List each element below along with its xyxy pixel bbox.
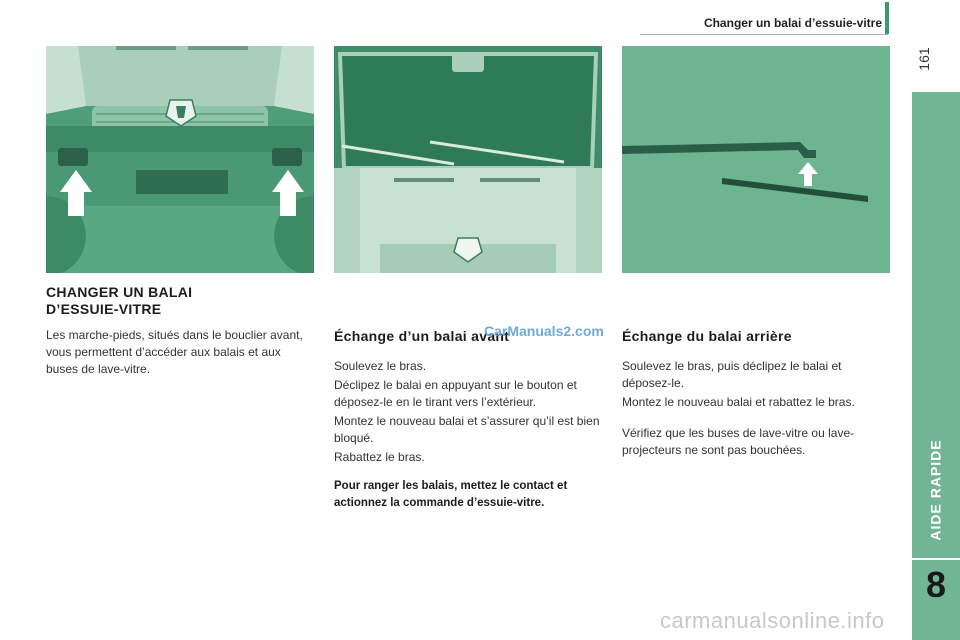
- watermark-carmanuals2: CarManuals2.com: [484, 323, 604, 339]
- front-step-1: Soulevez le bras.: [334, 359, 427, 373]
- watermark-carmanualsonline: carmanualsonline.info: [660, 608, 885, 633]
- illustration-front-wipers: [334, 46, 602, 273]
- chapter-tab-label-text: AIDE RAPIDE: [928, 439, 945, 541]
- front-note: Pour ranger les balais, mettez le contact et actionnez la commande d’essuie-vitre.: [334, 480, 568, 509]
- header-title: Changer un balai d’essuie-vitre: [703, 16, 882, 30]
- front-step-2: Déclipez le balai en appuyant sur le bouton et déposez-le en le tirant vers l’extérieur.: [334, 378, 577, 409]
- chapter-tab-divider: [912, 558, 960, 560]
- page-number: 161: [916, 47, 932, 71]
- illustration-rear-wiper: [622, 46, 890, 273]
- chapter-number: 8: [925, 564, 947, 605]
- section-title-line2: D’ESSUIE-VITRE: [46, 301, 162, 317]
- section-title-line1: CHANGER UN BALAI: [46, 284, 193, 300]
- illustration-front-bumper: [46, 46, 314, 273]
- intro-paragraph: Les marche-pieds, situés dans le bouclier avant, vous permettent d’accéder aux balais et aux buses de lave-vitre.: [46, 328, 303, 376]
- header-accent-bar: [885, 2, 889, 34]
- front-step-3: Montez le nouveau balai et s’assurer qu’il est bien bloqué.: [334, 414, 600, 445]
- rear-step-1: Soulevez le bras, puis déclipez le balai et déposez-le.: [622, 359, 842, 390]
- rear-step-2: Montez le nouveau balai et rabattez le bras.: [622, 395, 855, 409]
- rear-wiper-heading: Échange du balai arrière: [622, 328, 792, 344]
- front-step-4: Rabattez le bras.: [334, 450, 425, 464]
- rear-step-3: Vérifiez que les buses de lave-vitre ou lave-projecteurs ne sont pas bouchées.: [622, 426, 855, 457]
- front-wiper-heading: Échange d’un balai avant: [334, 328, 510, 344]
- header-rule: [640, 34, 888, 35]
- chapter-tab-label: [912, 420, 960, 560]
- section-title: [46, 284, 316, 318]
